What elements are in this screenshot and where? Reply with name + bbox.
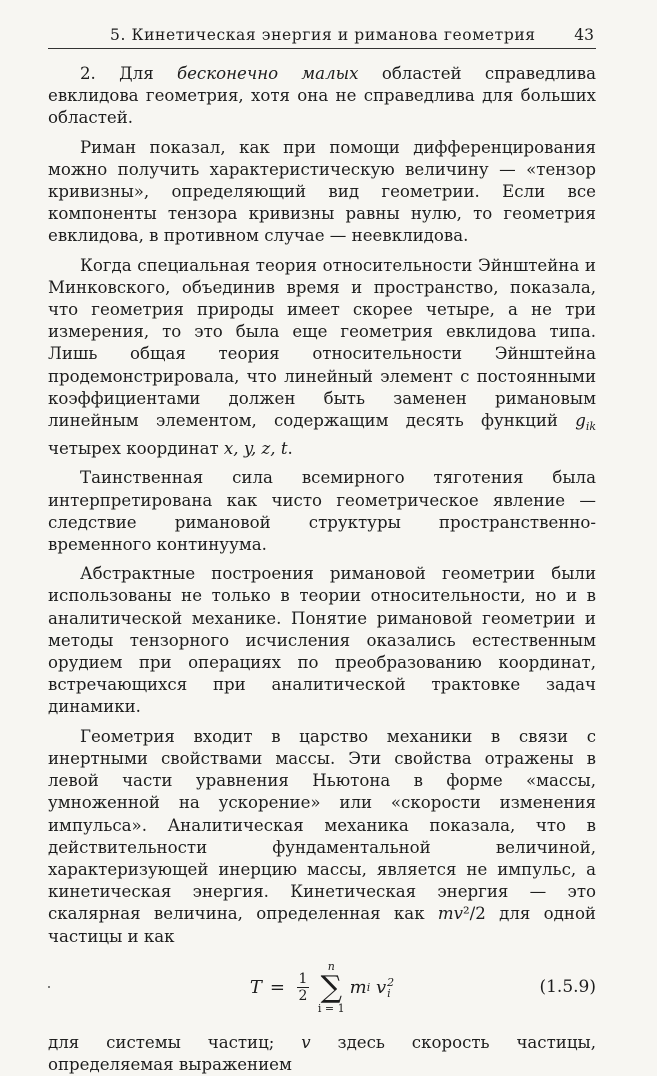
velocity-scripts	[387, 977, 394, 999]
running-head	[48, 26, 596, 49]
summation	[318, 961, 345, 1015]
equation-equals: =	[269, 976, 285, 998]
paragraph-6-formula-m: m	[437, 904, 454, 924]
paragraph-6-post: для одной частицы и как	[48, 904, 596, 946]
fraction-numerator: 1	[298, 971, 308, 988]
paragraph-1-italic: бесконечно малых	[176, 64, 359, 83]
paragraph-6	[48, 726, 596, 948]
body-text	[48, 63, 596, 1076]
paragraph-7-pre: для системы частиц;	[48, 1032, 275, 1052]
paragraph-6-pre: Геометрия входит в царство механики в связи с инертными свойствами массы. Эти свойства отражены в левой части уравнения Ньютона в форме «массы, умноженной на ускорение» или «скорости изменения импульса». Аналитическая механика показала, что в действительности фундаментальной величиной, характеризующей инерцию массы, является не импульс, а кинетическая энергия. Кинетическая энергия — это скалярная величина, определенная как	[48, 726, 596, 924]
paragraph-5: Абстрактные построения римановой геометрии были использованы не только в теории относительности, но и в аналитической механике. Понятие римановой геометрии и методы тензорного исчисления оказались естественным орудием при операциях по преобразованию координат, встречающихся при аналитической трактовке задач динамики.	[48, 564, 596, 717]
velocity-power: 2	[387, 975, 395, 989]
book-page	[48, 26, 596, 1076]
paragraph-6-formula-v: v	[453, 904, 464, 924]
paragraph-3-coords: x, y, z, t	[223, 439, 288, 459]
sum-lower-limit: i = 1	[317, 1001, 345, 1015]
sum-upper-limit: n	[327, 959, 335, 973]
paragraph-6-formula-rest: ²/2	[463, 904, 486, 924]
page-number: 43	[574, 26, 594, 44]
paragraph-4: Таинственная сила всемирного тяготения была интерпретирована как чисто геометрическое явление — следствие римановой структуры пространственно-временного континуума.	[48, 468, 596, 555]
paragraph-7	[48, 1032, 596, 1076]
paragraph-3-g-index: ik	[585, 420, 597, 434]
paragraph-3-end: .	[287, 439, 293, 459]
sum-symbol: ∑	[320, 969, 342, 1005]
paragraph-1	[48, 63, 596, 130]
running-title: 5. Кинетическая энергия и риманова геометрия	[110, 26, 536, 44]
paragraph-3-pre: Когда специальная теория относительности Эйнштейна и Минковского, объединив время и пространство, показала, что геометрия природы имеет скорее четыре, а не три измерения, то это была еще геометрия евклидова типа. Лишь общая теория относительности Эйнштейна продемонстрировала, что линейный элемент с постоянными коэффициентами должен быть заменен римановым линейным элементом, содержащим десять функций	[48, 255, 596, 431]
paragraph-3	[48, 255, 596, 461]
fraction-denominator: 2	[298, 988, 308, 1005]
paragraph-3-g: g	[575, 411, 586, 431]
equation-lhs: T	[249, 976, 262, 998]
paragraph-1-pre: Для	[119, 64, 154, 83]
term-mass: m	[349, 976, 367, 998]
paragraph-2: Риман показал, как при помощи дифференцирования можно получить характеристическую величину — «тензор кривизны», определяющий вид геометрии. Если все компоненты тензора кривизны равны нулю, то геометрия евклидова, в противном случае — неевклидова.	[48, 137, 596, 246]
paragraph-7-v: v	[301, 1032, 311, 1052]
paragraph-7-post: здесь скорость частицы, определяемая выражением	[48, 1032, 596, 1074]
equation-block	[48, 948, 596, 1028]
paragraph-3-mid: четырех координат	[48, 439, 219, 459]
term-mass-index: i	[366, 980, 371, 994]
paragraph-1-post: областей справедлива евклидова геометрия, хотя она не справедлива для больших областей.	[48, 64, 596, 128]
paragraph-1-number: 2.	[80, 64, 96, 83]
velocity-index: i	[387, 986, 391, 1000]
equation-number: (1.5.9)	[539, 976, 596, 997]
kinetic-energy-equation	[48, 948, 596, 1028]
equation-fraction	[297, 971, 309, 1004]
term-velocity: v	[376, 976, 387, 998]
